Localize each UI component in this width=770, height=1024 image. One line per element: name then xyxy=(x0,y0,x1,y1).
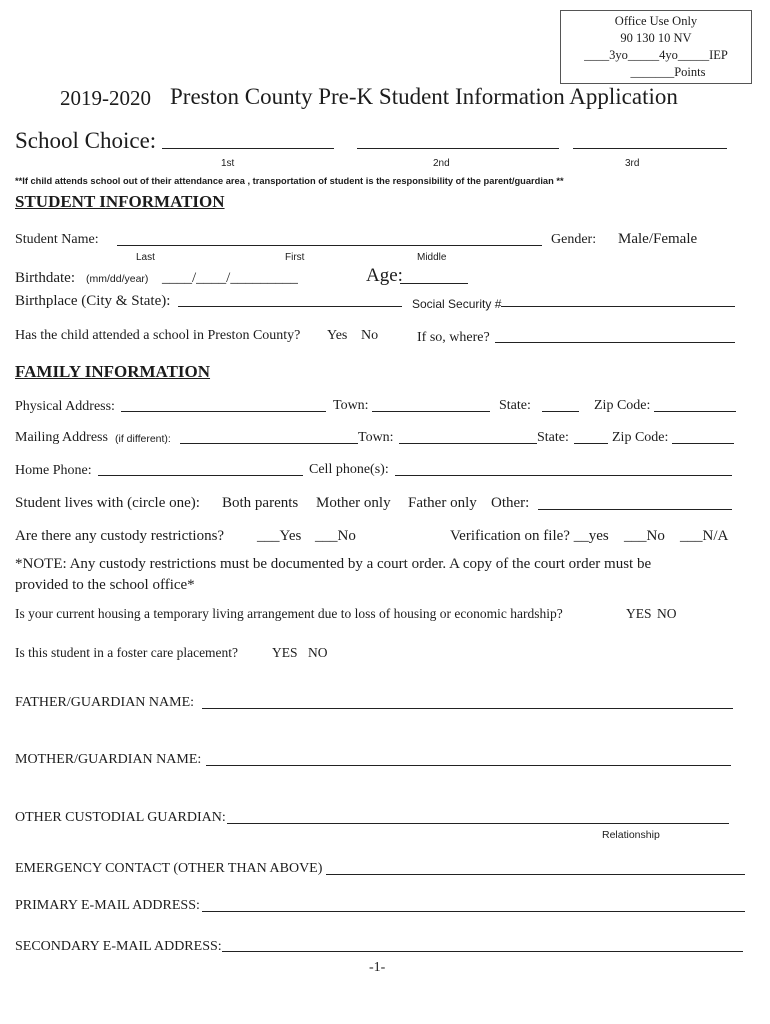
relationship-label: Relationship xyxy=(602,829,660,841)
verification-na[interactable]: ___N/A xyxy=(680,528,729,544)
verification-yes[interactable]: Verification on file? __yes xyxy=(450,528,609,544)
birthplace-field[interactable] xyxy=(178,306,402,307)
mailing-address-field[interactable] xyxy=(180,443,358,444)
custody-yes[interactable]: ___Yes xyxy=(257,528,302,544)
mailing-zip-label: Zip Code: xyxy=(612,430,669,445)
foster-yes[interactable]: YES xyxy=(272,645,298,660)
cell-phone-label: Cell phone(s): xyxy=(309,462,389,477)
cell-phone-field[interactable] xyxy=(395,475,732,476)
attended-no[interactable]: No xyxy=(361,328,379,343)
secondary-email-label: SECONDARY E-MAIL ADDRESS: xyxy=(15,939,222,954)
student-name-label: Student Name: xyxy=(15,232,99,247)
mailing-town-field[interactable] xyxy=(399,443,537,444)
foster-no[interactable]: NO xyxy=(308,645,328,660)
other-guardian-label: OTHER CUSTODIAL GUARDIAN: xyxy=(15,810,226,825)
custody-note-line2: provided to the school office* xyxy=(15,577,195,593)
birthdate-format: (mm/dd/year) xyxy=(86,273,149,285)
custody-no[interactable]: ___No xyxy=(315,528,356,544)
housing-question: Is your current housing a temporary living arrangement due to loss of housing or economic hardship? xyxy=(15,606,563,621)
office-use-box xyxy=(560,10,752,84)
mailing-state-label: State: xyxy=(537,430,569,445)
gender-label: Gender: xyxy=(551,232,597,247)
age-field[interactable] xyxy=(400,283,468,284)
physical-town-field[interactable] xyxy=(372,411,490,412)
attended-question: Has the child attended a school in Preston County? xyxy=(15,328,301,343)
birthdate-field[interactable]: ____/____/_________ xyxy=(162,270,298,286)
name-sub-last: Last xyxy=(136,252,155,263)
primary-email-field[interactable] xyxy=(202,911,745,912)
primary-email-label: PRIMARY E-MAIL ADDRESS: xyxy=(15,898,200,913)
lives-with-mother[interactable]: Mother only xyxy=(316,495,391,511)
home-phone-field[interactable] xyxy=(98,475,303,476)
school-choice-1-field[interactable] xyxy=(162,148,334,149)
verification-no[interactable]: ___No xyxy=(624,528,665,544)
gender-options[interactable]: Male/Female xyxy=(618,231,698,247)
office-use-points: _______Points xyxy=(630,65,706,79)
ordinal-1st: 1st xyxy=(221,158,235,169)
student-info-heading: STUDENT INFORMATION xyxy=(15,192,225,211)
age-label: Age: xyxy=(366,265,403,286)
school-year: 2019-2020 xyxy=(60,86,151,110)
custody-note-line1: *NOTE: Any custody restrictions must be documented by a court order. A copy of the court order must be xyxy=(15,556,652,572)
physical-zip-field[interactable] xyxy=(654,411,736,412)
if-so-where-label: If so, where? xyxy=(417,330,490,345)
ssn-field[interactable] xyxy=(501,306,735,307)
lives-with-label: Student lives with (circle one): xyxy=(15,495,200,511)
birthplace-label: Birthplace (City & State): xyxy=(15,293,171,309)
secondary-email-field[interactable] xyxy=(222,951,743,952)
father-guardian-label: FATHER/GUARDIAN NAME: xyxy=(15,695,195,710)
lives-with-father[interactable]: Father only xyxy=(408,495,477,511)
office-use-title: Office Use Only xyxy=(614,14,698,28)
foster-question: Is this student in a foster care placement? xyxy=(15,645,239,660)
physical-address-label: Physical Address: xyxy=(15,399,115,414)
family-info-heading: FAMILY INFORMATION xyxy=(15,362,211,381)
physical-town-label: Town: xyxy=(333,398,369,413)
name-sub-middle: Middle xyxy=(417,252,447,263)
emergency-contact-field[interactable] xyxy=(326,874,745,875)
mailing-zip-field[interactable] xyxy=(672,443,734,444)
physical-state-field[interactable] xyxy=(542,411,579,412)
custody-question: Are there any custody restrictions? xyxy=(15,528,225,544)
attended-yes[interactable]: Yes xyxy=(327,328,348,343)
school-choice-label: School Choice: xyxy=(15,128,157,153)
lives-with-other-label: Other: xyxy=(491,495,530,511)
name-sub-first: First xyxy=(285,252,305,263)
mother-guardian-label: MOTHER/GUARDIAN NAME: xyxy=(15,752,202,767)
lives-with-both[interactable]: Both parents xyxy=(222,495,299,511)
page-title: Preston County Pre-K Student Information Application xyxy=(170,84,678,109)
student-name-field[interactable] xyxy=(117,245,542,246)
housing-yes[interactable]: YES xyxy=(626,606,652,621)
office-use-codes: 90 130 10 NV xyxy=(620,31,692,45)
transportation-note: **If child attends school out of their attendance area , transportation of student is the responsibility of the parent/guardian ** xyxy=(15,176,564,186)
mailing-town-label: Town: xyxy=(358,430,394,445)
physical-address-field[interactable] xyxy=(121,411,326,412)
physical-state-label: State: xyxy=(499,398,531,413)
birthdate-label: Birthdate: xyxy=(15,270,75,286)
ordinal-2nd: 2nd xyxy=(433,158,450,169)
mailing-if-different: (if different): xyxy=(115,433,171,445)
if-so-where-field[interactable] xyxy=(495,342,735,343)
physical-zip-label: Zip Code: xyxy=(594,398,651,413)
father-guardian-field[interactable] xyxy=(202,708,733,709)
ssn-label: Social Security # xyxy=(412,297,502,311)
school-choice-3-field[interactable] xyxy=(573,148,727,149)
page-number: -1- xyxy=(369,960,386,975)
mother-guardian-field[interactable] xyxy=(206,765,731,766)
housing-no[interactable]: NO xyxy=(657,606,677,621)
school-choice-2-field[interactable] xyxy=(357,148,559,149)
emergency-contact-label: EMERGENCY CONTACT (OTHER THAN ABOVE) xyxy=(15,861,323,876)
office-use-iep-row: ____3yo_____4yo_____IEP xyxy=(584,48,728,62)
lives-with-other-field[interactable] xyxy=(538,509,732,510)
home-phone-label: Home Phone: xyxy=(15,463,92,478)
mailing-address-label: Mailing Address xyxy=(15,430,108,445)
mailing-state-field[interactable] xyxy=(574,443,608,444)
other-guardian-field[interactable] xyxy=(227,823,729,824)
ordinal-3rd: 3rd xyxy=(625,158,640,169)
